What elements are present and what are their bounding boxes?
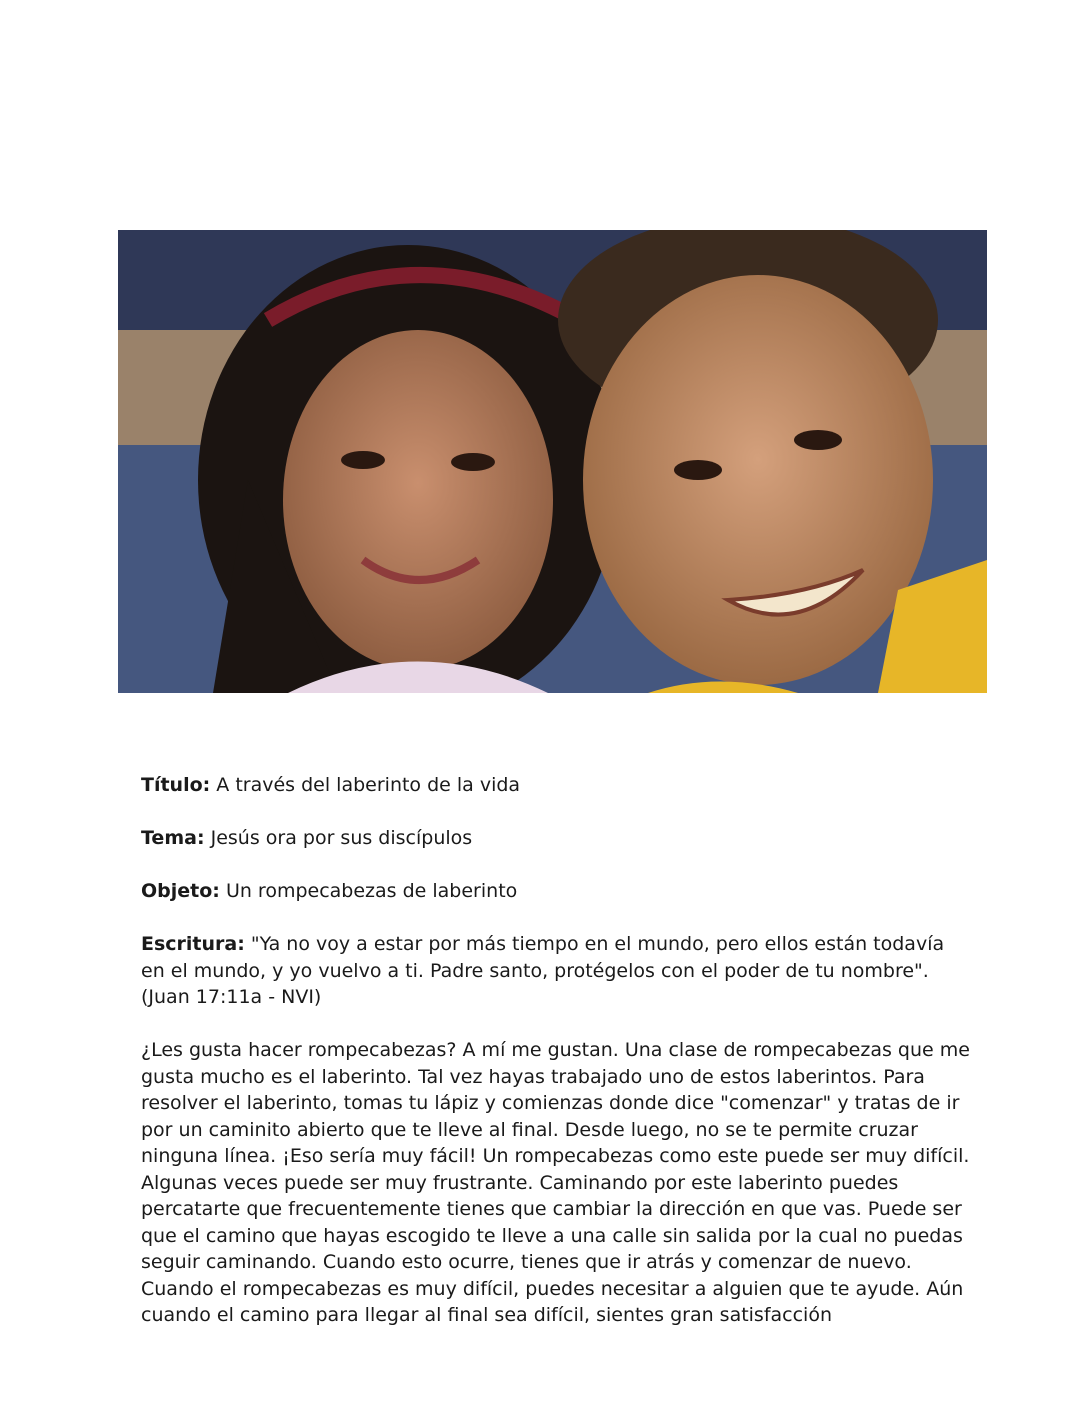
- tema-value: Jesús ora por sus discípulos: [210, 827, 473, 849]
- lesson-content: [141, 772, 971, 1329]
- objeto-label: Objeto:: [141, 880, 220, 902]
- escritura-row: [141, 931, 971, 1011]
- titulo-row: [141, 772, 971, 799]
- body-paragraph: ¿Les gusta hacer rompecabezas? A mí me gustan. Una clase de rompecabezas que me gusta mucho es el laberinto. Tal vez hayas trabajado uno de estos laberintos. Para resolver el laberinto, tomas tu lápiz y comienzas donde dice "comenzar" y tratas de ir por un caminito abierto que te lleve al final. Desde luego, no se te permite cruzar ninguna línea. ¡Eso sería muy fácil! Un rompecabezas como este puede ser muy difícil. Algunas veces puede ser muy frustrante. Caminando por este laberinto puedes percatarte que frecuentemente tienes que cambiar la dirección en que vas. Puede ser que el camino que hayas escogido te lleve a una calle sin salida por la cual no puedas seguir caminando. Cuando esto ocurre, tienes que ir atrás y comenzar de nuevo. Cuando el rompecabezas es muy difícil, puedes necesitar a alguien que te ayude. Aún cuando el camino para llegar al final sea difícil, sientes gran satisfacción: [141, 1039, 970, 1326]
- tema-row: [141, 825, 971, 852]
- escritura-label: Escritura:: [141, 933, 245, 955]
- titulo-value: A través del laberinto de la vida: [216, 774, 521, 796]
- escritura-value: "Ya no voy a estar por más tiempo en el mundo, pero ellos están todavía en el mundo, y yo vuelvo a ti. Padre santo, protégelos con el poder de tu nombre". (Juan 17:11a - NVI): [141, 933, 945, 1008]
- objeto-row: [141, 878, 971, 905]
- titulo-label: Título:: [141, 774, 211, 796]
- tema-label: Tema:: [141, 827, 205, 849]
- objeto-value: Un rompecabezas de laberinto: [225, 880, 518, 902]
- children-photo-icon: [118, 230, 987, 693]
- children-photo: [118, 230, 987, 693]
